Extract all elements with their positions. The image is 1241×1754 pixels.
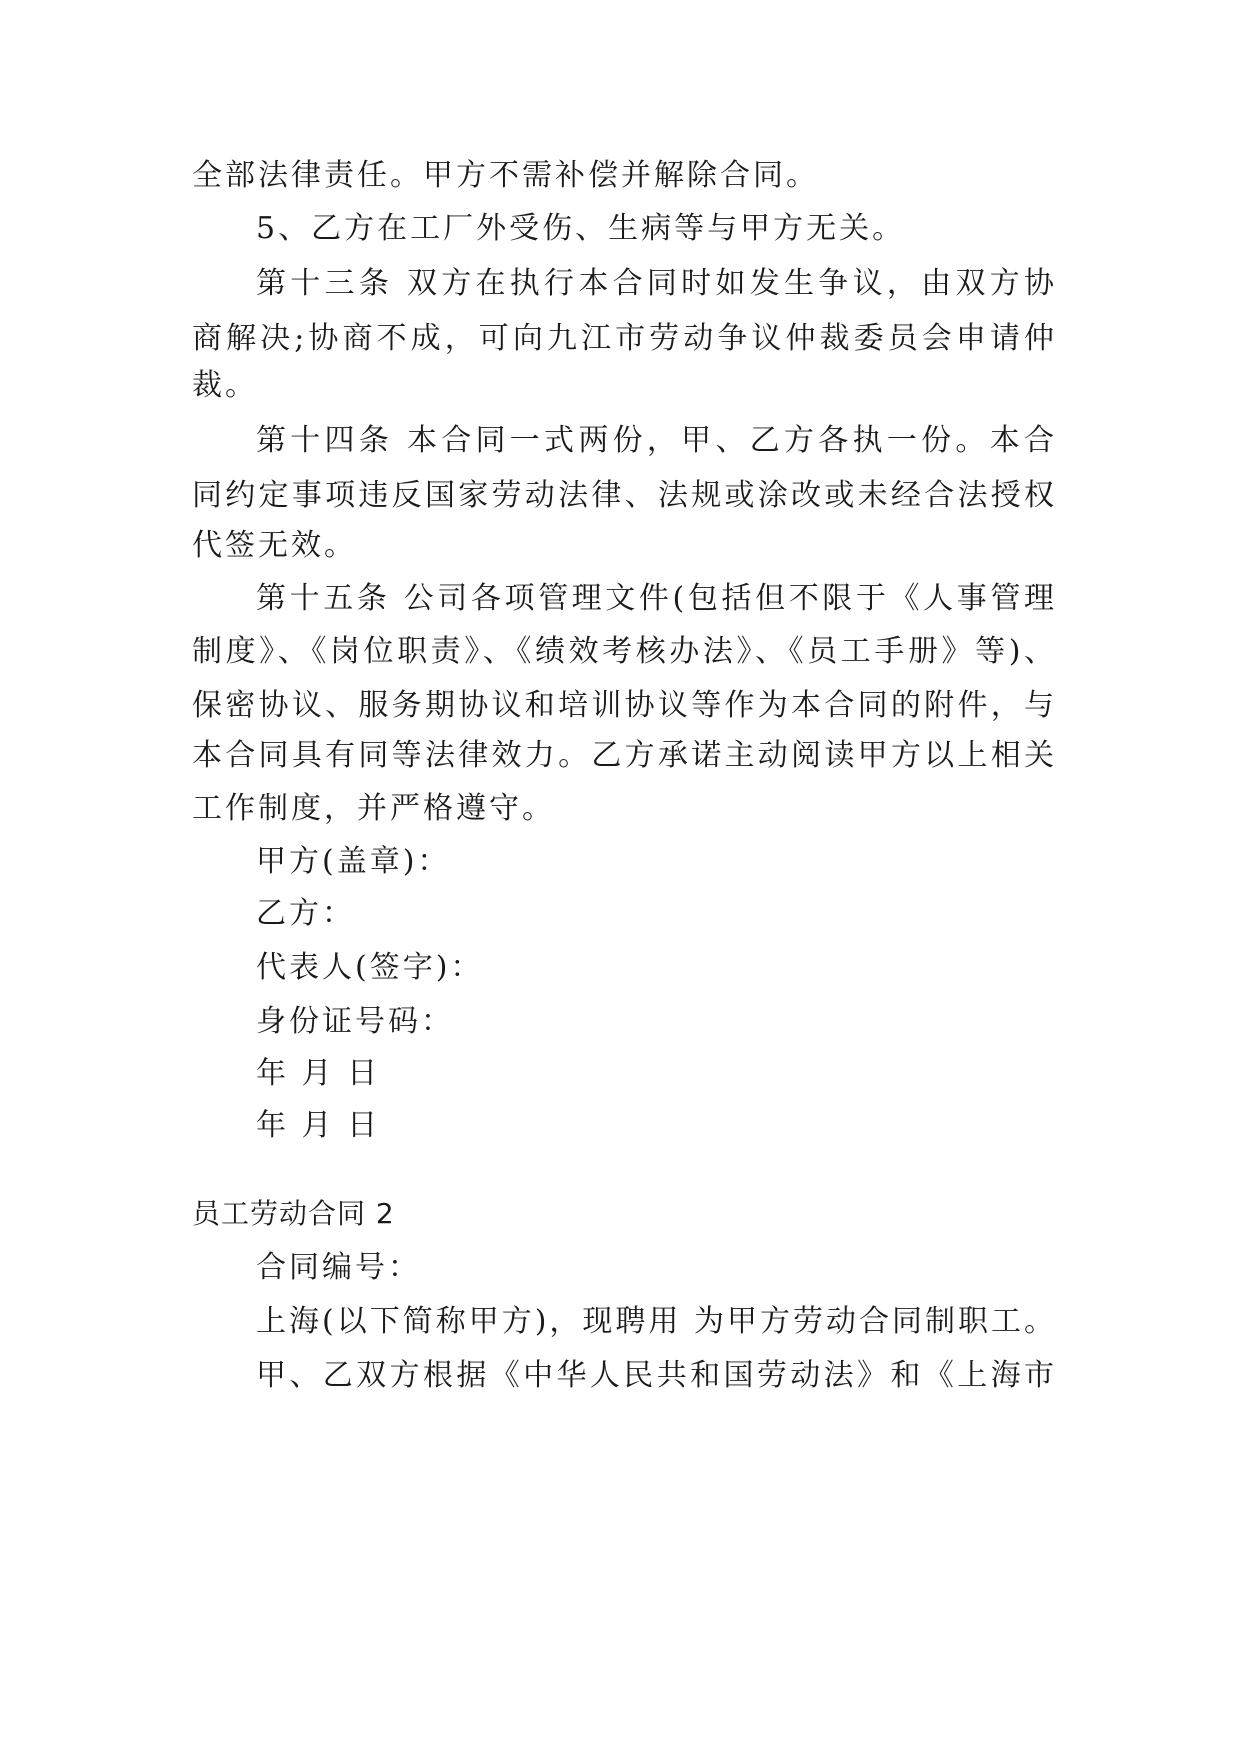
paragraph-line: 工作制度，并严格遵守。 bbox=[192, 791, 555, 826]
paragraph-line: 本合同具有同等法律效力。乙方承诺主动阅读甲方以上相关 bbox=[192, 738, 1054, 773]
paragraph-line: 甲、乙双方根据《中华人民共和国劳动法》和《上海市 bbox=[256, 1358, 1054, 1393]
paragraph-line: 5、乙方在工厂外受伤、生病等与甲方无关。 bbox=[256, 211, 906, 246]
paragraph-line: 保密协议、服务期协议和培训协议等作为本合同的附件，与 bbox=[192, 688, 1054, 723]
paragraph-line: 第十四条 本合同一式两份，甲、乙方各执一份。本合 bbox=[256, 423, 1054, 458]
paragraph-line: 全部法律责任。甲方不需补偿并解除合同。 bbox=[192, 158, 819, 193]
paragraph-line: 第十三条 双方在执行本合同时如发生争议，由双方协 bbox=[256, 266, 1054, 301]
paragraph-line: 制度》、《岗位职责》、《绩效考核办法》、《员工手册》等)、 bbox=[192, 634, 1054, 669]
date-line: 年 月 日 bbox=[256, 1056, 381, 1091]
date-line: 年 月 日 bbox=[256, 1108, 381, 1143]
signature-line-party-b: 乙方： bbox=[256, 896, 355, 931]
section-title: 员工劳动合同 2 bbox=[192, 1197, 395, 1230]
signature-line-id-number: 身份证号码： bbox=[256, 1004, 454, 1039]
signature-line-party-a: 甲方(盖章)： bbox=[256, 844, 451, 879]
paragraph-line: 同约定事项违反国家劳动法律、法规或涂改或未经合法授权 bbox=[192, 478, 1054, 513]
signature-line-representative: 代表人(签字)： bbox=[256, 950, 484, 985]
paragraph-line: 裁。 bbox=[192, 368, 258, 403]
paragraph-line: 第十五条 公司各项管理文件(包括但不限于《人事管理 bbox=[256, 581, 1054, 616]
contract-number-line: 合同编号： bbox=[256, 1250, 421, 1285]
paragraph-line: 代签无效。 bbox=[192, 528, 357, 563]
paragraph-line: 上海(以下简称甲方)，现聘用 为甲方劳动合同制职工。 bbox=[256, 1304, 1054, 1339]
paragraph-line: 商解决;协商不成，可向九江市劳动争议仲裁委员会申请仲 bbox=[192, 321, 1054, 356]
